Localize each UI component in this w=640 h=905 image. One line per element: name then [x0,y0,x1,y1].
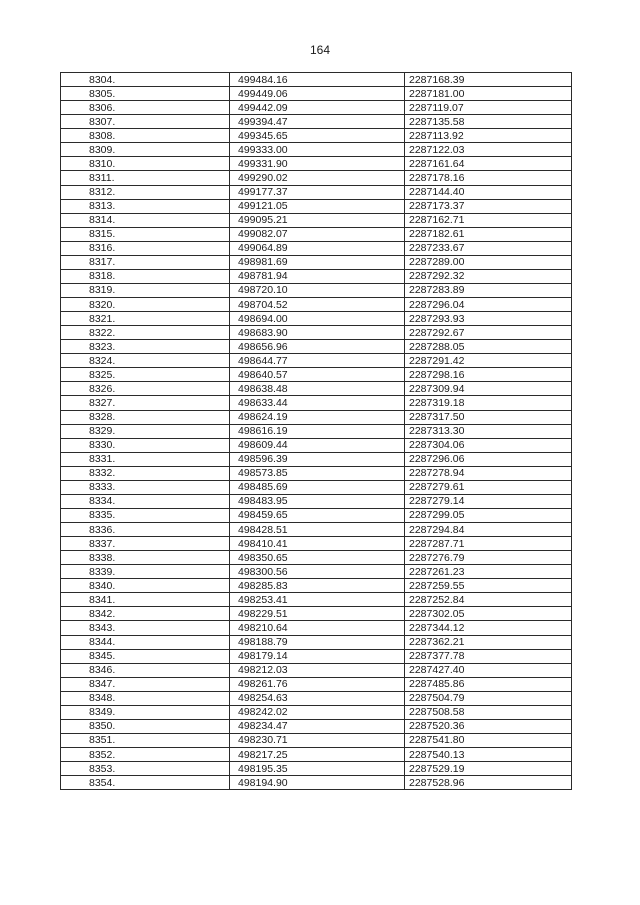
point-number-cell: 8308. [61,129,230,143]
table-row [61,508,572,522]
y-coordinate-cell: 2287427.40 [405,663,572,677]
y-coordinate-cell: 2287344.12 [405,621,572,635]
y-coordinate-cell: 2287294.84 [405,523,572,537]
y-coordinate-cell: 2287161.64 [405,157,572,171]
x-coordinate-cell: 498624.19 [230,410,405,424]
table-row [61,452,572,466]
table-row [61,227,572,241]
table-row [61,762,572,776]
y-coordinate-cell: 2287283.89 [405,283,572,297]
x-coordinate-cell: 499290.02 [230,171,405,185]
point-number-cell: 8352. [61,748,230,762]
point-number-cell: 8338. [61,551,230,565]
point-number-cell: 8343. [61,621,230,635]
x-coordinate-cell: 498254.63 [230,691,405,705]
x-coordinate-cell: 499333.00 [230,143,405,157]
y-coordinate-cell: 2287529.19 [405,762,572,776]
table-row [61,607,572,621]
point-number-cell: 8349. [61,705,230,719]
x-coordinate-cell: 498683.90 [230,326,405,340]
table-row [61,719,572,733]
x-coordinate-cell: 498609.44 [230,438,405,452]
y-coordinate-cell: 2287296.04 [405,298,572,312]
table-row [61,494,572,508]
x-coordinate-cell: 498781.94 [230,269,405,283]
table-row [61,748,572,762]
point-number-cell: 8324. [61,354,230,368]
point-number-cell: 8306. [61,101,230,115]
x-coordinate-cell: 499082.07 [230,227,405,241]
x-coordinate-cell: 498350.65 [230,551,405,565]
point-number-cell: 8320. [61,298,230,312]
y-coordinate-cell: 2287261.23 [405,565,572,579]
point-number-cell: 8341. [61,593,230,607]
x-coordinate-cell: 498217.25 [230,748,405,762]
x-coordinate-cell: 498573.85 [230,466,405,480]
table-row [61,157,572,171]
point-number-cell: 8346. [61,663,230,677]
table-row [61,635,572,649]
x-coordinate-cell: 498981.69 [230,255,405,269]
table-row [61,340,572,354]
y-coordinate-cell: 2287313.30 [405,424,572,438]
y-coordinate-cell: 2287144.40 [405,185,572,199]
coordinates-table [60,72,572,790]
y-coordinate-cell: 2287302.05 [405,607,572,621]
x-coordinate-cell: 498485.69 [230,480,405,494]
table-row [61,621,572,635]
table-row [61,663,572,677]
x-coordinate-cell: 498179.14 [230,649,405,663]
x-coordinate-cell: 499394.47 [230,115,405,129]
point-number-cell: 8312. [61,185,230,199]
x-coordinate-cell: 499121.05 [230,199,405,213]
point-number-cell: 8353. [61,762,230,776]
table-row [61,733,572,747]
point-number-cell: 8331. [61,452,230,466]
y-coordinate-cell: 2287485.86 [405,677,572,691]
x-coordinate-cell: 498638.48 [230,382,405,396]
x-coordinate-cell: 498704.52 [230,298,405,312]
y-coordinate-cell: 2287279.14 [405,494,572,508]
y-coordinate-cell: 2287113.92 [405,129,572,143]
table-row [61,691,572,705]
x-coordinate-cell: 498300.56 [230,565,405,579]
x-coordinate-cell: 498285.83 [230,579,405,593]
y-coordinate-cell: 2287319.18 [405,396,572,410]
x-coordinate-cell: 498253.41 [230,593,405,607]
y-coordinate-cell: 2287168.39 [405,73,572,87]
y-coordinate-cell: 2287293.93 [405,312,572,326]
x-coordinate-cell: 498428.51 [230,523,405,537]
y-coordinate-cell: 2287122.03 [405,143,572,157]
y-coordinate-cell: 2287278.94 [405,466,572,480]
point-number-cell: 8328. [61,410,230,424]
x-coordinate-cell: 498229.51 [230,607,405,621]
y-coordinate-cell: 2287520.36 [405,719,572,733]
point-number-cell: 8351. [61,733,230,747]
point-number-cell: 8333. [61,480,230,494]
table-row [61,424,572,438]
table-row [61,523,572,537]
y-coordinate-cell: 2287181.00 [405,87,572,101]
table-row [61,579,572,593]
x-coordinate-cell: 498212.03 [230,663,405,677]
point-number-cell: 8350. [61,719,230,733]
y-coordinate-cell: 2287162.71 [405,213,572,227]
x-coordinate-cell: 498242.02 [230,705,405,719]
y-coordinate-cell: 2287304.06 [405,438,572,452]
y-coordinate-cell: 2287289.00 [405,255,572,269]
point-number-cell: 8318. [61,269,230,283]
y-coordinate-cell: 2287178.16 [405,171,572,185]
point-number-cell: 8327. [61,396,230,410]
y-coordinate-cell: 2287377.78 [405,649,572,663]
table-row [61,776,572,790]
point-number-cell: 8304. [61,73,230,87]
x-coordinate-cell: 498188.79 [230,635,405,649]
x-coordinate-cell: 499484.16 [230,73,405,87]
x-coordinate-cell: 498410.41 [230,537,405,551]
point-number-cell: 8335. [61,508,230,522]
point-number-cell: 8345. [61,649,230,663]
table-row [61,537,572,551]
y-coordinate-cell: 2287299.05 [405,508,572,522]
y-coordinate-cell: 2287135.58 [405,115,572,129]
x-coordinate-cell: 498596.39 [230,452,405,466]
x-coordinate-cell: 499449.06 [230,87,405,101]
x-coordinate-cell: 498483.95 [230,494,405,508]
x-coordinate-cell: 498720.10 [230,283,405,297]
table-row [61,199,572,213]
point-number-cell: 8313. [61,199,230,213]
point-number-cell: 8322. [61,326,230,340]
y-coordinate-cell: 2287292.67 [405,326,572,340]
x-coordinate-cell: 498195.35 [230,762,405,776]
table-row [61,213,572,227]
table-row [61,705,572,719]
table-row [61,410,572,424]
x-coordinate-cell: 499442.09 [230,101,405,115]
point-number-cell: 8334. [61,494,230,508]
point-number-cell: 8348. [61,691,230,705]
table-row [61,438,572,452]
y-coordinate-cell: 2287182.61 [405,227,572,241]
y-coordinate-cell: 2287173.37 [405,199,572,213]
point-number-cell: 8319. [61,283,230,297]
point-number-cell: 8305. [61,87,230,101]
y-coordinate-cell: 2287317.50 [405,410,572,424]
y-coordinate-cell: 2287504.79 [405,691,572,705]
point-number-cell: 8330. [61,438,230,452]
table-row [61,87,572,101]
point-number-cell: 8347. [61,677,230,691]
y-coordinate-cell: 2287298.16 [405,368,572,382]
table-row [61,312,572,326]
y-coordinate-cell: 2287528.96 [405,776,572,790]
page-number: 164 [309,43,331,57]
table-row [61,101,572,115]
y-coordinate-cell: 2287279.61 [405,480,572,494]
table-row [61,551,572,565]
x-coordinate-cell: 498694.00 [230,312,405,326]
table-row [61,354,572,368]
y-coordinate-cell: 2287119.07 [405,101,572,115]
point-number-cell: 8336. [61,523,230,537]
table-row [61,115,572,129]
table-row [61,269,572,283]
point-number-cell: 8344. [61,635,230,649]
point-number-cell: 8309. [61,143,230,157]
point-number-cell: 8329. [61,424,230,438]
x-coordinate-cell: 499064.89 [230,241,405,255]
point-number-cell: 8315. [61,227,230,241]
table-row [61,129,572,143]
table-row [61,283,572,297]
y-coordinate-cell: 2287540.13 [405,748,572,762]
x-coordinate-cell: 498261.76 [230,677,405,691]
table-row [61,565,572,579]
point-number-cell: 8310. [61,157,230,171]
table-row [61,298,572,312]
point-number-cell: 8317. [61,255,230,269]
point-number-cell: 8340. [61,579,230,593]
table-row [61,143,572,157]
table-row [61,185,572,199]
x-coordinate-cell: 498633.44 [230,396,405,410]
y-coordinate-cell: 2287292.32 [405,269,572,283]
table-row [61,466,572,480]
y-coordinate-cell: 2287362.21 [405,635,572,649]
y-coordinate-cell: 2287296.06 [405,452,572,466]
x-coordinate-cell: 498230.71 [230,733,405,747]
x-coordinate-cell: 498459.65 [230,508,405,522]
y-coordinate-cell: 2287287.71 [405,537,572,551]
table-row [61,73,572,87]
table-row [61,326,572,340]
x-coordinate-cell: 498210.64 [230,621,405,635]
table-row [61,677,572,691]
x-coordinate-cell: 499345.65 [230,129,405,143]
coordinates-table-body [61,73,572,790]
table-row [61,368,572,382]
table-row [61,480,572,494]
x-coordinate-cell: 498194.90 [230,776,405,790]
x-coordinate-cell: 498616.19 [230,424,405,438]
x-coordinate-cell: 498656.96 [230,340,405,354]
table-row [61,382,572,396]
x-coordinate-cell: 499331.90 [230,157,405,171]
point-number-cell: 8323. [61,340,230,354]
y-coordinate-cell: 2287291.42 [405,354,572,368]
table-row [61,255,572,269]
point-number-cell: 8307. [61,115,230,129]
point-number-cell: 8332. [61,466,230,480]
table-row [61,171,572,185]
y-coordinate-cell: 2287309.94 [405,382,572,396]
table-row [61,593,572,607]
y-coordinate-cell: 2287259.55 [405,579,572,593]
point-number-cell: 8354. [61,776,230,790]
y-coordinate-cell: 2287541.80 [405,733,572,747]
x-coordinate-cell: 498234.47 [230,719,405,733]
point-number-cell: 8316. [61,241,230,255]
y-coordinate-cell: 2287252.84 [405,593,572,607]
y-coordinate-cell: 2287276.79 [405,551,572,565]
y-coordinate-cell: 2287288.05 [405,340,572,354]
point-number-cell: 8339. [61,565,230,579]
table-row [61,649,572,663]
point-number-cell: 8342. [61,607,230,621]
y-coordinate-cell: 2287233.67 [405,241,572,255]
x-coordinate-cell: 498644.77 [230,354,405,368]
point-number-cell: 8314. [61,213,230,227]
x-coordinate-cell: 499177.37 [230,185,405,199]
point-number-cell: 8321. [61,312,230,326]
x-coordinate-cell: 498640.57 [230,368,405,382]
table-row [61,396,572,410]
x-coordinate-cell: 499095.21 [230,213,405,227]
point-number-cell: 8326. [61,382,230,396]
point-number-cell: 8337. [61,537,230,551]
point-number-cell: 8311. [61,171,230,185]
table-row [61,241,572,255]
y-coordinate-cell: 2287508.58 [405,705,572,719]
point-number-cell: 8325. [61,368,230,382]
